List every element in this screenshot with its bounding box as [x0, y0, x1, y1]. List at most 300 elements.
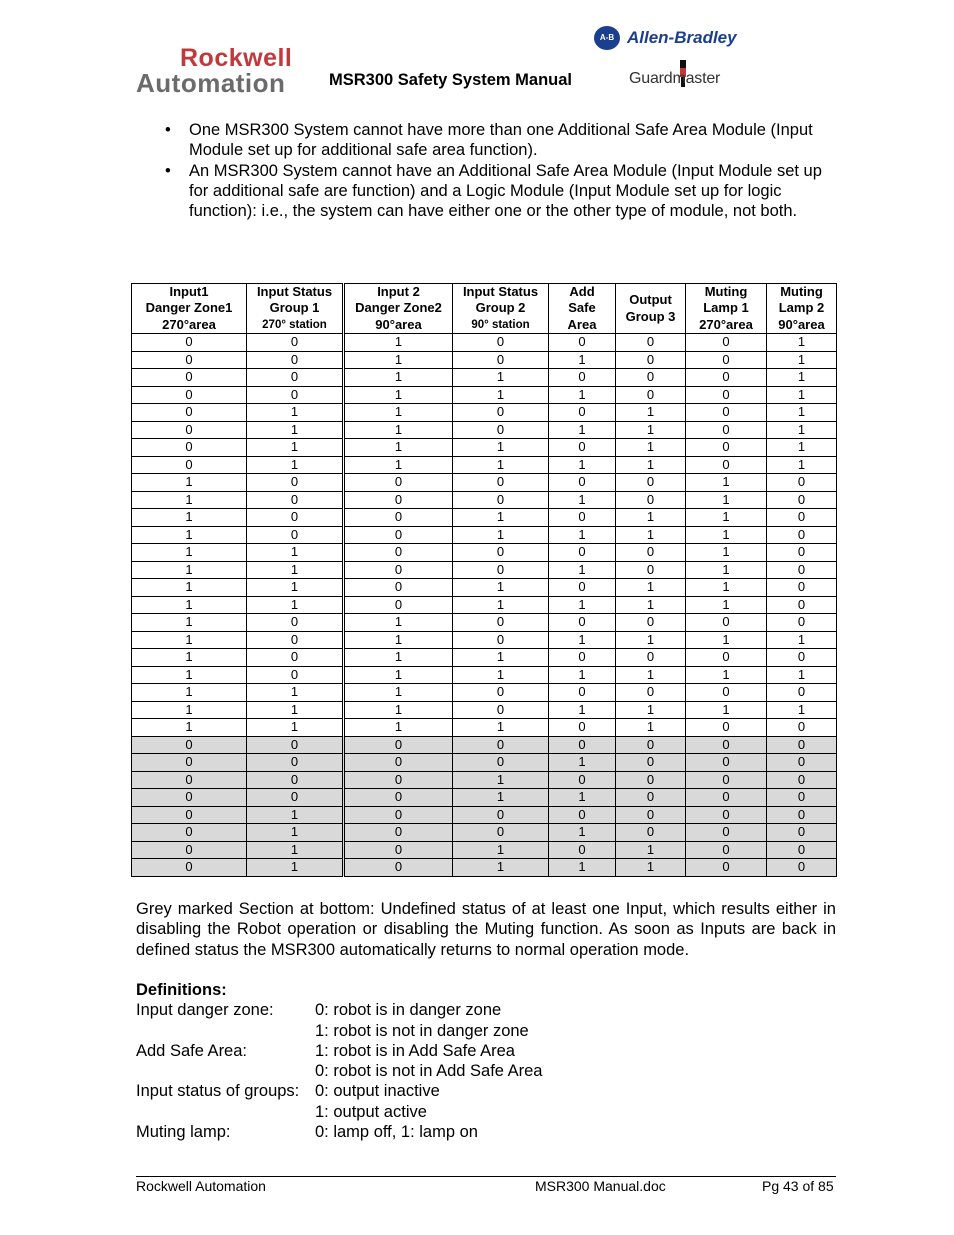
- table-cell: 0: [616, 334, 686, 352]
- table-cell: 0: [686, 859, 767, 877]
- table-cell: 0: [344, 509, 453, 527]
- table-cell: 0: [686, 684, 767, 702]
- table-row: [132, 579, 837, 597]
- table-cell: 0: [686, 369, 767, 387]
- table-cell: 1: [686, 701, 767, 719]
- table-cell: 1: [549, 859, 616, 877]
- header-add-safe-area: Add Safe Area: [549, 284, 616, 334]
- table-cell: 1: [616, 719, 686, 737]
- table-cell: 0: [767, 754, 837, 772]
- table-cell: 1: [767, 421, 837, 439]
- table-cell: 1: [616, 859, 686, 877]
- table-cell: 0: [132, 789, 247, 807]
- table-row: [132, 649, 837, 667]
- definition-row: [136, 1081, 543, 1101]
- rockwell-automation-logo: [136, 44, 312, 98]
- table-cell: 0: [686, 789, 767, 807]
- table-cell: 0: [549, 806, 616, 824]
- table-cell: 0: [453, 421, 549, 439]
- table-cell: 1: [344, 701, 453, 719]
- table-cell: 1: [686, 474, 767, 492]
- table-row-undefined: [132, 736, 837, 754]
- table-row: [132, 351, 837, 369]
- table-cell: 1: [344, 456, 453, 474]
- table-cell: 0: [132, 841, 247, 859]
- table-cell: 0: [132, 771, 247, 789]
- table-row: [132, 614, 837, 632]
- table-cell: 1: [132, 701, 247, 719]
- definition-term: [136, 1021, 315, 1041]
- logo-line-rockwell: Rockwell: [180, 44, 293, 72]
- table-cell: 0: [549, 736, 616, 754]
- table-cell: 1: [549, 824, 616, 842]
- table-cell: 0: [453, 614, 549, 632]
- allen-bradley-badge-icon: A-B: [594, 26, 620, 50]
- table-cell: 1: [767, 456, 837, 474]
- table-cell: 0: [686, 806, 767, 824]
- table-cell: 0: [344, 474, 453, 492]
- table-cell: 0: [132, 806, 247, 824]
- table-cell: 1: [453, 841, 549, 859]
- table-row: [132, 561, 837, 579]
- table-cell: 0: [344, 859, 453, 877]
- table-cell: 0: [767, 684, 837, 702]
- table-cell: 0: [549, 841, 616, 859]
- table-cell: 0: [344, 526, 453, 544]
- table-cell: 0: [549, 474, 616, 492]
- table-cell: 0: [767, 509, 837, 527]
- table-cell: 0: [616, 491, 686, 509]
- table-cell: 0: [616, 649, 686, 667]
- table-cell: 0: [686, 841, 767, 859]
- table-cell: 0: [132, 456, 247, 474]
- table-cell: 1: [344, 334, 453, 352]
- table-cell: 0: [453, 334, 549, 352]
- table-cell: 1: [616, 439, 686, 457]
- table-cell: 0: [247, 474, 344, 492]
- table-cell: 0: [344, 491, 453, 509]
- table-cell: 1: [132, 561, 247, 579]
- table-row: [132, 631, 837, 649]
- table-cell: 0: [453, 474, 549, 492]
- table-row: [132, 474, 837, 492]
- table-cell: 1: [686, 509, 767, 527]
- table-cell: 1: [686, 561, 767, 579]
- table-cell: 0: [767, 526, 837, 544]
- table-cell: 1: [344, 666, 453, 684]
- table-cell: 0: [767, 806, 837, 824]
- table-cell: 1: [549, 561, 616, 579]
- table-cell: 0: [344, 806, 453, 824]
- table-cell: 0: [453, 806, 549, 824]
- table-cell: 1: [616, 841, 686, 859]
- table-cell: 0: [453, 404, 549, 422]
- table-cell: 0: [686, 824, 767, 842]
- table-cell: 0: [344, 771, 453, 789]
- table-cell: 1: [132, 509, 247, 527]
- table-cell: 0: [344, 579, 453, 597]
- table-cell: 0: [767, 859, 837, 877]
- table-row: [132, 421, 837, 439]
- table-cell: 1: [247, 596, 344, 614]
- definition-row: [136, 1021, 543, 1041]
- table-cell: 0: [767, 649, 837, 667]
- table-cell: 0: [132, 859, 247, 877]
- table-cell: 0: [549, 649, 616, 667]
- table-cell: 0: [549, 404, 616, 422]
- bullet-item: [136, 161, 838, 222]
- table-cell: 1: [453, 509, 549, 527]
- header-muting-lamp2: Muting Lamp 2 90°area: [767, 284, 837, 334]
- table-cell: 0: [686, 649, 767, 667]
- definition-row: [136, 1122, 543, 1142]
- table-row: [132, 334, 837, 352]
- table-cell: 1: [616, 596, 686, 614]
- table-cell: 0: [453, 736, 549, 754]
- table-cell: 1: [616, 509, 686, 527]
- table-cell: 0: [616, 824, 686, 842]
- table-cell: 1: [344, 439, 453, 457]
- table-cell: 0: [616, 614, 686, 632]
- table-cell: 1: [132, 631, 247, 649]
- table-cell: 1: [132, 719, 247, 737]
- table-cell: 0: [767, 841, 837, 859]
- table-cell: 1: [616, 526, 686, 544]
- table-body: [132, 334, 837, 877]
- table-cell: 0: [767, 824, 837, 842]
- table-header-row: [132, 284, 837, 334]
- table-cell: 0: [616, 736, 686, 754]
- table-cell: 0: [616, 351, 686, 369]
- table-cell: 1: [344, 649, 453, 667]
- definition-value: 0: robot is not in Add Safe Area: [315, 1062, 543, 1081]
- table-cell: 0: [549, 579, 616, 597]
- table-cell: 0: [344, 789, 453, 807]
- table-cell: 0: [247, 771, 344, 789]
- table-cell: 0: [616, 754, 686, 772]
- logo-line-automation: Automation: [136, 68, 286, 98]
- table-cell: 0: [549, 334, 616, 352]
- table-cell: 0: [549, 684, 616, 702]
- table-cell: 1: [247, 421, 344, 439]
- table-cell: 1: [132, 596, 247, 614]
- table-row: [132, 596, 837, 614]
- table-row: [132, 369, 837, 387]
- table-cell: 1: [767, 404, 837, 422]
- table-cell: 1: [767, 386, 837, 404]
- table-cell: 1: [453, 719, 549, 737]
- table-cell: 0: [453, 631, 549, 649]
- table-cell: 1: [616, 456, 686, 474]
- footer-filename: MSR300 Manual.doc: [535, 1178, 666, 1194]
- table-cell: 1: [686, 579, 767, 597]
- table-cell: 0: [453, 561, 549, 579]
- table-row-undefined: [132, 771, 837, 789]
- table-cell: 1: [453, 526, 549, 544]
- table-cell: 0: [247, 614, 344, 632]
- header-input1: Input1 Danger Zone1 270°area: [132, 284, 247, 334]
- table-cell: 0: [344, 596, 453, 614]
- table-cell: 0: [549, 369, 616, 387]
- table-cell: 1: [549, 456, 616, 474]
- table-cell: 0: [767, 596, 837, 614]
- table-cell: 1: [767, 666, 837, 684]
- header-input-status-group2: Input Status Group 2 90° station: [453, 284, 549, 334]
- table-cell: 0: [616, 369, 686, 387]
- table-cell: 1: [132, 684, 247, 702]
- table-cell: 1: [616, 631, 686, 649]
- table-cell: 0: [453, 491, 549, 509]
- table-cell: 1: [549, 526, 616, 544]
- table-cell: 0: [686, 386, 767, 404]
- table-cell: 0: [247, 386, 344, 404]
- table-cell: 1: [132, 649, 247, 667]
- table-cell: 0: [686, 614, 767, 632]
- table-cell: 0: [616, 684, 686, 702]
- truth-table: [131, 283, 837, 877]
- table-cell: 0: [344, 841, 453, 859]
- table-cell: 1: [344, 684, 453, 702]
- table-cell: 1: [344, 614, 453, 632]
- table-row-undefined: [132, 806, 837, 824]
- table-cell: 0: [686, 421, 767, 439]
- table-cell: 0: [686, 719, 767, 737]
- table-cell: 1: [247, 544, 344, 562]
- table-cell: 1: [132, 544, 247, 562]
- table-cell: 1: [132, 614, 247, 632]
- table-cell: 1: [247, 456, 344, 474]
- table-cell: 0: [767, 544, 837, 562]
- table-cell: 0: [616, 544, 686, 562]
- table-cell: 1: [549, 666, 616, 684]
- table-cell: 0: [616, 386, 686, 404]
- header-input2: Input 2 Danger Zone2 90°area: [344, 284, 453, 334]
- table-row: [132, 439, 837, 457]
- definition-term: [136, 1102, 315, 1122]
- table-cell: 0: [344, 561, 453, 579]
- table-cell: 1: [247, 806, 344, 824]
- table-cell: 1: [344, 404, 453, 422]
- table-cell: 1: [767, 439, 837, 457]
- table-cell: 0: [767, 771, 837, 789]
- table-cell: 1: [132, 474, 247, 492]
- table-cell: 0: [767, 561, 837, 579]
- table-cell: 1: [616, 404, 686, 422]
- table-cell: 1: [344, 386, 453, 404]
- table-cell: 0: [686, 771, 767, 789]
- table-cell: 0: [686, 351, 767, 369]
- table-cell: 1: [344, 351, 453, 369]
- table-cell: 1: [132, 666, 247, 684]
- table-cell: 1: [453, 789, 549, 807]
- bullet-text: One MSR300 System cannot have more than one Additional Safe Area Module (Input Module set up for additional safe area function).: [189, 121, 813, 160]
- guardmaster-logo: [629, 54, 743, 92]
- table-cell: 0: [767, 474, 837, 492]
- table-cell: 0: [549, 614, 616, 632]
- definition-term: [136, 1061, 315, 1081]
- table-cell: 0: [132, 386, 247, 404]
- definition-value: 1: robot is not in danger zone: [315, 1021, 529, 1040]
- table-cell: 0: [616, 474, 686, 492]
- table-cell: 0: [247, 509, 344, 527]
- table-row: [132, 701, 837, 719]
- table-cell: 1: [767, 351, 837, 369]
- table-cell: 0: [247, 789, 344, 807]
- table-cell: 1: [686, 544, 767, 562]
- table-cell: 0: [549, 544, 616, 562]
- table-cell: 1: [453, 439, 549, 457]
- table-cell: 1: [453, 859, 549, 877]
- page-title: MSR300 Safety System Manual: [329, 71, 573, 89]
- table-cell: 1: [344, 719, 453, 737]
- table-cell: 0: [686, 456, 767, 474]
- table-cell: 0: [767, 736, 837, 754]
- bullet-icon: •: [165, 161, 171, 180]
- table-cell: 1: [132, 579, 247, 597]
- table-cell: 0: [132, 369, 247, 387]
- header-muting-lamp1: Muting Lamp 1 270°area: [686, 284, 767, 334]
- table-cell: 1: [549, 491, 616, 509]
- table-cell: 0: [132, 736, 247, 754]
- table-cell: 1: [686, 631, 767, 649]
- table-cell: 0: [767, 614, 837, 632]
- table-cell: 0: [132, 421, 247, 439]
- table-cell: 1: [616, 666, 686, 684]
- table-cell: 1: [686, 666, 767, 684]
- definition-row: [136, 1041, 543, 1061]
- table-cell: 0: [549, 509, 616, 527]
- allen-bradley-logo: Allen-Bradley: [627, 28, 737, 47]
- table-cell: 0: [453, 351, 549, 369]
- table-cell: 1: [453, 456, 549, 474]
- table-row: [132, 491, 837, 509]
- table-cell: 0: [686, 334, 767, 352]
- table-cell: 1: [247, 859, 344, 877]
- table-cell: 0: [767, 491, 837, 509]
- definition-term: Input danger zone:: [136, 1001, 274, 1020]
- table-cell: 1: [686, 526, 767, 544]
- header-output-group3: Output Group 3: [616, 284, 686, 334]
- table-row: [132, 666, 837, 684]
- table-cell: 0: [453, 701, 549, 719]
- table-row: [132, 544, 837, 562]
- table-row: [132, 404, 837, 422]
- table-cell: 1: [132, 491, 247, 509]
- grey-section-note: Grey marked Section at bottom: Undefined status of at least one Input, which results either in disabling the Robot operation or disabling the Muting function. As soon as Inputs are back in defined status the MSR300 automatically returns to normal operation mode.: [136, 900, 836, 959]
- definition-term: Add Safe Area:: [136, 1041, 247, 1060]
- table-cell: 1: [549, 631, 616, 649]
- definition-value: 0: output inactive: [315, 1082, 440, 1101]
- table-cell: 1: [767, 334, 837, 352]
- table-cell: 0: [767, 789, 837, 807]
- bullet-list: [136, 120, 838, 221]
- table-cell: 0: [247, 491, 344, 509]
- definition-row: [136, 1102, 543, 1122]
- table-row: [132, 386, 837, 404]
- table-cell: 0: [132, 824, 247, 842]
- table-row: [132, 509, 837, 527]
- table-cell: 1: [344, 631, 453, 649]
- table-row: [132, 684, 837, 702]
- table-cell: 1: [247, 684, 344, 702]
- definition-value: 1: robot is in Add Safe Area: [315, 1041, 515, 1060]
- definition-value: 0: lamp off, 1: lamp on: [315, 1123, 478, 1142]
- table-cell: 1: [549, 754, 616, 772]
- table-cell: 1: [549, 789, 616, 807]
- table-cell: 1: [767, 701, 837, 719]
- table-cell: 0: [132, 351, 247, 369]
- table-cell: 1: [344, 421, 453, 439]
- table-cell: 0: [549, 771, 616, 789]
- table-row-undefined: [132, 754, 837, 772]
- table-cell: 1: [247, 701, 344, 719]
- table-cell: 1: [686, 596, 767, 614]
- definitions-heading: Definitions:: [136, 981, 227, 999]
- table-cell: 0: [686, 404, 767, 422]
- table-cell: 0: [132, 754, 247, 772]
- table-cell: 1: [247, 439, 344, 457]
- table-cell: 0: [247, 754, 344, 772]
- table-row: [132, 719, 837, 737]
- table-cell: 1: [453, 596, 549, 614]
- footer-page-number: Pg 43 of 85: [762, 1178, 834, 1194]
- table-cell: 1: [453, 771, 549, 789]
- table-cell: 1: [616, 701, 686, 719]
- header-input-status-group1: Input Status Group 1 270° station: [247, 284, 344, 334]
- table-row: [132, 526, 837, 544]
- table-cell: 0: [767, 719, 837, 737]
- bullet-item: [136, 120, 838, 161]
- table-cell: 1: [453, 666, 549, 684]
- guardmaster-wordmark: Guardmaster: [629, 70, 721, 87]
- footer-company: Rockwell Automation: [136, 1178, 266, 1194]
- table-cell: 0: [344, 824, 453, 842]
- footer-divider: [136, 1176, 836, 1177]
- table-cell: 0: [616, 771, 686, 789]
- table-cell: 0: [453, 544, 549, 562]
- bullet-icon: •: [165, 121, 171, 139]
- table-cell: 1: [767, 631, 837, 649]
- table-cell: 0: [344, 736, 453, 754]
- table-cell: 0: [616, 561, 686, 579]
- table-cell: 0: [247, 526, 344, 544]
- table-cell: 1: [344, 369, 453, 387]
- table-cell: 1: [686, 491, 767, 509]
- table-cell: 1: [453, 386, 549, 404]
- table-cell: 0: [616, 789, 686, 807]
- table-cell: 0: [767, 579, 837, 597]
- definition-value: 0: robot is in danger zone: [315, 1001, 502, 1020]
- definitions: [136, 980, 543, 1142]
- table-cell: 1: [247, 719, 344, 737]
- table-cell: 1: [247, 579, 344, 597]
- table-cell: 0: [132, 404, 247, 422]
- table-cell: 0: [247, 649, 344, 667]
- definition-value: 1: output active: [315, 1102, 427, 1121]
- table-row-undefined: [132, 824, 837, 842]
- table-cell: 0: [132, 334, 247, 352]
- table-cell: 0: [247, 351, 344, 369]
- bullet-text: An MSR300 System cannot have an Additional Safe Area Module (Input Module set up for additional safe are function) and a Logic Module (Input Module set up for logic function): i.e., the system can have either one or the other type of module, not both.: [189, 161, 822, 221]
- table-row-undefined: [132, 859, 837, 877]
- definition-row: [136, 1000, 543, 1020]
- table-cell: 0: [247, 666, 344, 684]
- table-cell: 0: [247, 334, 344, 352]
- table-cell: 0: [453, 754, 549, 772]
- definition-row: [136, 1061, 543, 1081]
- table-cell: 0: [686, 754, 767, 772]
- table-cell: 0: [686, 736, 767, 754]
